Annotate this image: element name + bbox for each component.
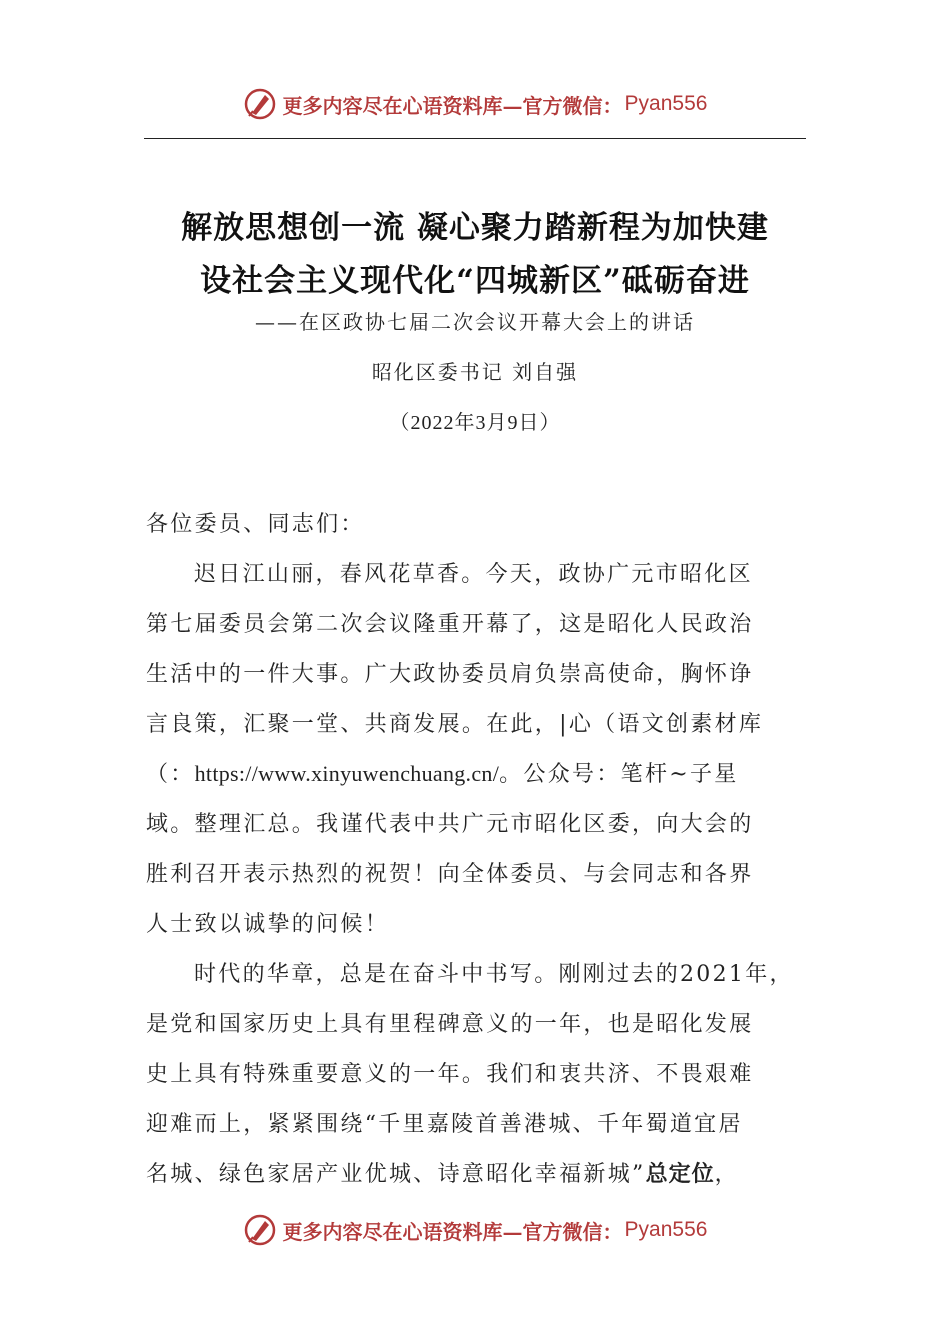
paragraph-1-line: 迟日江山丽，春风花草香。今天，政协广元市昭化区 bbox=[194, 562, 753, 587]
document-title-line-1: 解放思想创一流 凝心聚力踏新程为加快建 bbox=[181, 210, 769, 246]
source-url: https://www.xinyuwenchuang.cn/ bbox=[194, 761, 500, 786]
footer-wechat-handle: Pyan556 bbox=[624, 1218, 708, 1241]
footer-banner bbox=[0, 1210, 950, 1250]
header-wechat-handle: Pyan556 bbox=[624, 92, 708, 115]
header-banner bbox=[0, 84, 950, 124]
pen-nib-logo-icon bbox=[243, 87, 277, 121]
document-author: 昭化区委书记 刘自强 bbox=[371, 360, 579, 384]
bold-emphasis: 总定位 bbox=[645, 1162, 715, 1187]
header-divider bbox=[144, 138, 806, 139]
paragraph-1-line bbox=[146, 757, 806, 788]
paragraph-2-line: 时代的华章，总是在奋斗中书写。刚刚过去的2021年， bbox=[194, 962, 794, 987]
document-subtitle: ——在区政协七届二次会议开幕大会上的讲话 bbox=[255, 310, 695, 334]
document-title-line-2: 设社会主义现代化“四城新区”砥砺奋进 bbox=[200, 263, 750, 299]
paragraph-1-line: 人士致以诚挚的问候！ bbox=[146, 912, 390, 937]
document-date: （2022年3月9日） bbox=[389, 412, 561, 434]
pen-nib-logo-icon bbox=[243, 1213, 277, 1247]
paragraph-1-line: 生活中的一件大事。广大政协委员肩负崇高使命，胸怀诤 bbox=[146, 662, 754, 687]
salutation: 各位委员、同志们： bbox=[146, 512, 365, 537]
footer-banner-text: 更多内容尽在心语资料库—官方微信： bbox=[282, 1219, 623, 1244]
paragraph-2-line: 史上具有特殊重要意义的一年。我们和衷共济、不畏艰难 bbox=[146, 1062, 754, 1087]
paragraph-1-line: 胜利召开表示热烈的祝贺！向全体委员、与会同志和各界 bbox=[146, 862, 754, 887]
paragraph-1-fragment: （： bbox=[146, 762, 195, 787]
paragraph-1-fragment: 。公众号：笔杆~子星 bbox=[499, 762, 739, 787]
paragraph-2-fragment: ， bbox=[714, 1162, 739, 1187]
paragraph-2-line bbox=[146, 1157, 806, 1188]
paragraph-2-line: 是党和国家历史上具有里程碑意义的一年，也是昭化发展 bbox=[146, 1012, 754, 1037]
header-banner-text: 更多内容尽在心语资料库—官方微信： bbox=[282, 93, 623, 118]
paragraph-2-fragment: 名城、绿色家居产业优城、诗意昭化幸福新城” bbox=[146, 1162, 646, 1187]
paragraph-2-line: 迎难而上，紧紧围绕“千里嘉陵首善港城、千年蜀道宜居 bbox=[146, 1112, 743, 1137]
paragraph-1-line: 第七届委员会第二次会议隆重开幕了，这是昭化人民政治 bbox=[146, 612, 754, 637]
paragraph-1-line: 言良策，汇聚一堂、共商发展。在此，|心（语文创素材库 bbox=[146, 712, 764, 737]
paragraph-1-line: 域。整理汇总。我谨代表中共广元市昭化区委，向大会的 bbox=[146, 812, 754, 837]
